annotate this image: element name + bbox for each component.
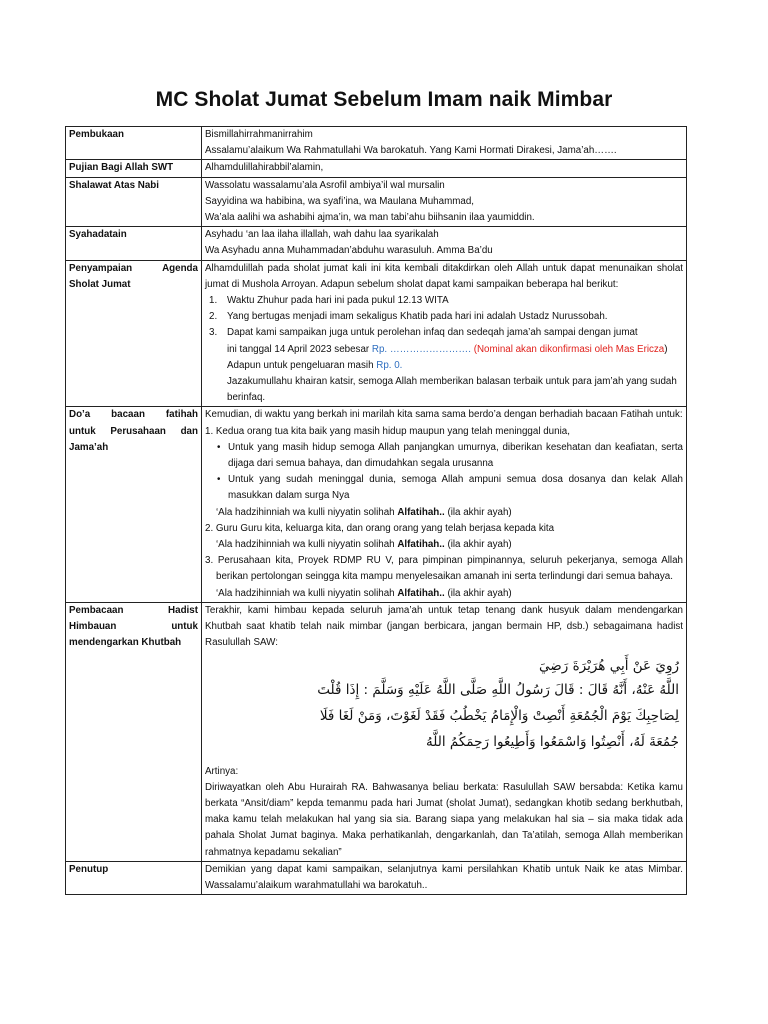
agenda-intro: Alhamdulillah pada sholat jumat kali ini kita kembali ditakdirkan oleh Allah untuk dapat menunaikan sholat jumat di Mushola Arroyan. Adapun sebelum sholat dapat kami sampaikan beberapa hal berikut:	[205, 262, 683, 290]
row-label	[66, 227, 202, 260]
row-label	[66, 407, 202, 602]
table-row-penutup	[66, 861, 687, 894]
row-content	[202, 160, 687, 177]
row-content	[202, 177, 687, 227]
content-line: Asyhadu ‘an laa ilaha illallah, wah dahu laa syarikalah	[205, 229, 439, 241]
fatihah-bold: Alfatihah..	[397, 506, 445, 518]
row-label	[66, 602, 202, 861]
label-word: dan	[180, 425, 198, 437]
content-line: Wa’ala aalihi wa ashabihi ajma’in, wa man tabi’ahu biihsanin ilaa yaumiddin.	[205, 212, 535, 224]
label-word: Pembacaan	[69, 604, 124, 616]
row-label-line	[69, 424, 198, 440]
row-label-text: Syahadatain	[69, 229, 127, 241]
fatihah-line	[205, 586, 683, 602]
fatihah-suffix: (ila akhir ayah)	[444, 587, 512, 599]
label-word: fatihah	[165, 409, 198, 421]
arabic-line: لِصَاحِبِكَ يَوْمَ الْجُمُعَةِ أَنْصِتْ وَالْإِمَامُ يَخْطُبُ فَقَدْ لَغَوْتَ، وَمَنْ لَغَا فَلَا	[319, 707, 679, 724]
table-row-syahadatain	[66, 227, 687, 260]
table-row-agenda	[66, 260, 687, 407]
label-word: Do’a	[69, 409, 91, 421]
row-label-text: Pujian Bagi Allah SWT	[69, 162, 174, 174]
penutup-text: Demikian yang dapat kami sampaikan, selanjutnya kami persilahkan Khatib untuk Naik ke atas Mimbar. Wassalamu’alaikum warahmatullahi wa barokatuh..	[205, 863, 683, 891]
row-label-line	[69, 619, 198, 635]
arabic-line: جُمُعَةَ لَهُ، أَنْصِتُوا وَاسْمَعُوا وَأَطِيعُوا رَحِمَكُمُ اللَّهُ	[426, 733, 679, 750]
list-text: Yang bertugas menjadi imam sekaligus Khatib pada hari ini adalah Ustadz Nurussobah.	[227, 311, 608, 323]
doa-point-3: 3. Perusahaan kita, Proyek RDMP RU V, para pimpinan pimpinannya, seluruh pekerjanya, semoga Allah berikan pertolongan seingga kita mampu menyelesaikan amanah ini serta terlindungi dari semua bahaya.	[205, 555, 683, 583]
expense-line	[205, 358, 683, 374]
infaq-amount: Rp. …………………….	[371, 343, 471, 355]
row-label-line: mendengarkan Khutbah	[69, 637, 182, 649]
row-label	[66, 861, 202, 894]
row-content	[202, 227, 687, 260]
row-content	[202, 602, 687, 861]
content-line: Sayyidina wa habibina, wa syafi’ina, wa Maulana Muhammad,	[205, 195, 475, 207]
fatihah-bold: Alfatihah..	[397, 587, 445, 599]
row-label	[66, 160, 202, 177]
row-content	[202, 260, 687, 407]
arabic-line: اللَّهُ عَنْهُ، أَنَّهُ قَالَ : قَالَ رَسُولُ اللَّهِ صَلَّى اللَّهُ عَلَيْهِ وَسَلَّمَ : إِذَا قُلْتَ	[317, 681, 679, 698]
page-title: MC Sholat Jumat Sebelum Imam naik Mimbar	[155, 88, 613, 111]
fatihah-line	[205, 537, 683, 553]
list-item	[205, 293, 683, 309]
row-content	[202, 861, 687, 894]
row-content	[202, 127, 687, 160]
hadist-translation: Diriwayatkan oleh Abu Hurairah RA. Bahwasanya beliau berkata: Rasulullah SAW bersabda: Ketika kamu berkata “Ansit/diam” kepda temanmu pada hari Jumat (sholat Jumat), sedangkan khotib sedang berkhutbah, maka kamu telah melakukan hal yang sia sia. Barang siapa yang melakukan hal sia – sia maka tidak ada pahala Sholat Jumat baginya. Maka perhatikanlah, dengarkanlah, dan Ta’atilah, semoga Allah memberikan rahmatnya kepadamu sekalian”	[205, 781, 683, 858]
doa-point-2: 2. Guru Guru kita, keluarga kita, dan orang orang yang telah berjasa kepada kita	[205, 522, 555, 534]
row-label-line	[69, 603, 198, 619]
row-label	[66, 127, 202, 160]
label-word: untuk	[171, 621, 198, 633]
row-label-text: Penutup	[69, 863, 109, 875]
row-label	[66, 177, 202, 227]
list-text: Dapat kami sampaikan juga untuk perolehan infaq dan sedeqah jama’ah sampai dengan jumat	[227, 327, 638, 339]
row-label-line	[69, 407, 198, 423]
fatihah-text: ‘Ala hadzihinniah wa kulli niyyatin solihah	[216, 539, 398, 551]
table-row-pembukaan	[66, 127, 687, 160]
row-label-line: Sholat Jumat	[69, 278, 131, 290]
expense-amount: Rp. 0.	[376, 359, 403, 371]
label-word: Penyampaian	[69, 262, 133, 274]
bullet-item	[205, 472, 683, 504]
infaq-close: )	[664, 343, 668, 355]
doa-point-1: 1. Kedua orang tua kita baik yang masih hidup maupun yang telah meninggal dunia,	[205, 425, 570, 437]
arabic-line: رُوِيَ عَنْ أَبِي هُرَيْرَةَ رَضِيَ	[539, 657, 679, 674]
agenda-table	[65, 126, 687, 895]
list-item	[205, 309, 683, 325]
fatihah-text: ‘Ala hadzihinniah wa kulli niyyatin solihah	[216, 506, 398, 518]
bullet-icon: •	[217, 474, 221, 486]
list-number: 1.	[209, 295, 218, 307]
row-label-line	[69, 261, 198, 277]
label-word: bacaan	[111, 409, 145, 421]
row-content	[202, 407, 687, 602]
list-number: 3.	[209, 327, 218, 339]
bullet-text: Untuk yang masih hidup semoga Allah panjangkan umurnya, diberikan kesehatan dan keafiatan, serta dijaga dari semua bahaya, dan dimudahkan segala urusanna	[228, 441, 683, 470]
content-line: Assalamu’alaikum Wa Rahmatullahi Wa barokatuh. Yang Kami Hormati Dirakesi, Jama’ah…….	[205, 145, 617, 157]
fatihah-line	[205, 505, 683, 521]
list-item	[205, 325, 683, 341]
label-word: Agenda	[162, 262, 198, 274]
bullet-item	[205, 440, 683, 472]
row-label	[66, 260, 202, 407]
label-word: Himbauan	[69, 621, 117, 633]
row-label-line: Jama’ah	[69, 441, 109, 453]
content-line: Wassolatu wassalamu’ala Asrofil ambiya’il wal mursalin	[205, 179, 445, 191]
bullet-icon: •	[217, 441, 221, 453]
fatihah-bold: Alfatihah..	[397, 539, 445, 551]
infaq-line	[205, 342, 683, 358]
content-line: Bismillahirrahmanirrahim	[205, 129, 313, 140]
fatihah-suffix: (ila akhir ayah)	[444, 539, 512, 551]
content-line: Wa Asyhadu anna Muhammadan’abduhu warasuluh. Amma Ba’du	[205, 245, 493, 257]
list-text: Waktu Zhuhur pada hari ini pada pukul 12.13 WITA	[227, 295, 449, 307]
row-label-text: Shalawat Atas Nabi	[69, 179, 160, 191]
expense-text: Adapun untuk pengeluaran masih	[227, 359, 377, 371]
artinya-label: Artinya:	[205, 765, 239, 777]
table-row-hadist	[66, 602, 687, 861]
table-row-doa	[66, 407, 687, 602]
label-word: Hadist	[168, 604, 198, 616]
label-word: untuk	[69, 425, 96, 437]
list-number: 2.	[209, 311, 218, 323]
infaq-note: (Nominal akan dikonfirmasi oleh Mas Ericza	[470, 343, 665, 355]
table-row-shalawat	[66, 177, 687, 227]
content-line: Alhamdulillahirabbil’alamin,	[205, 162, 324, 174]
arabic-hadith-text	[205, 656, 683, 758]
label-word: Perusahaan	[110, 425, 166, 437]
infaq-text: ini tanggal 14 April 2023 sebesar	[227, 343, 372, 355]
row-label-text: Pembukaan	[69, 129, 124, 140]
fatihah-text: ‘Ala hadzihinniah wa kulli niyyatin solihah	[216, 587, 398, 599]
closing-line: Jazakumullahu khairan katsir, semoga Allah memberikan balasan terbaik untuk para jam’ah yang sudah berinfaq.	[227, 376, 677, 404]
hadist-intro: Terakhir, kami himbau kepada seluruh jama’ah untuk tetap tenang dank husyuk dalam mendengarkan Khutbah saat khatib telah naik mimbar (jangan berbicara, jangan bermain HP, dsb.) sebagaimana hadist Rasulullah SAW:	[205, 604, 683, 649]
bullet-text: Untuk yang sudah meninggal dunia, semoga Allah ampuni semua dosa dosanya dan kelak Allah masukkan dalam surga Nya	[228, 474, 683, 502]
fatihah-suffix: (ila akhir ayah)	[444, 506, 512, 518]
table-row-pujian	[66, 160, 687, 177]
doa-intro: Kemudian, di waktu yang berkah ini marilah kita sama sama berdo’a dengan berhadiah bacaan Fatihah untuk:	[205, 409, 683, 421]
